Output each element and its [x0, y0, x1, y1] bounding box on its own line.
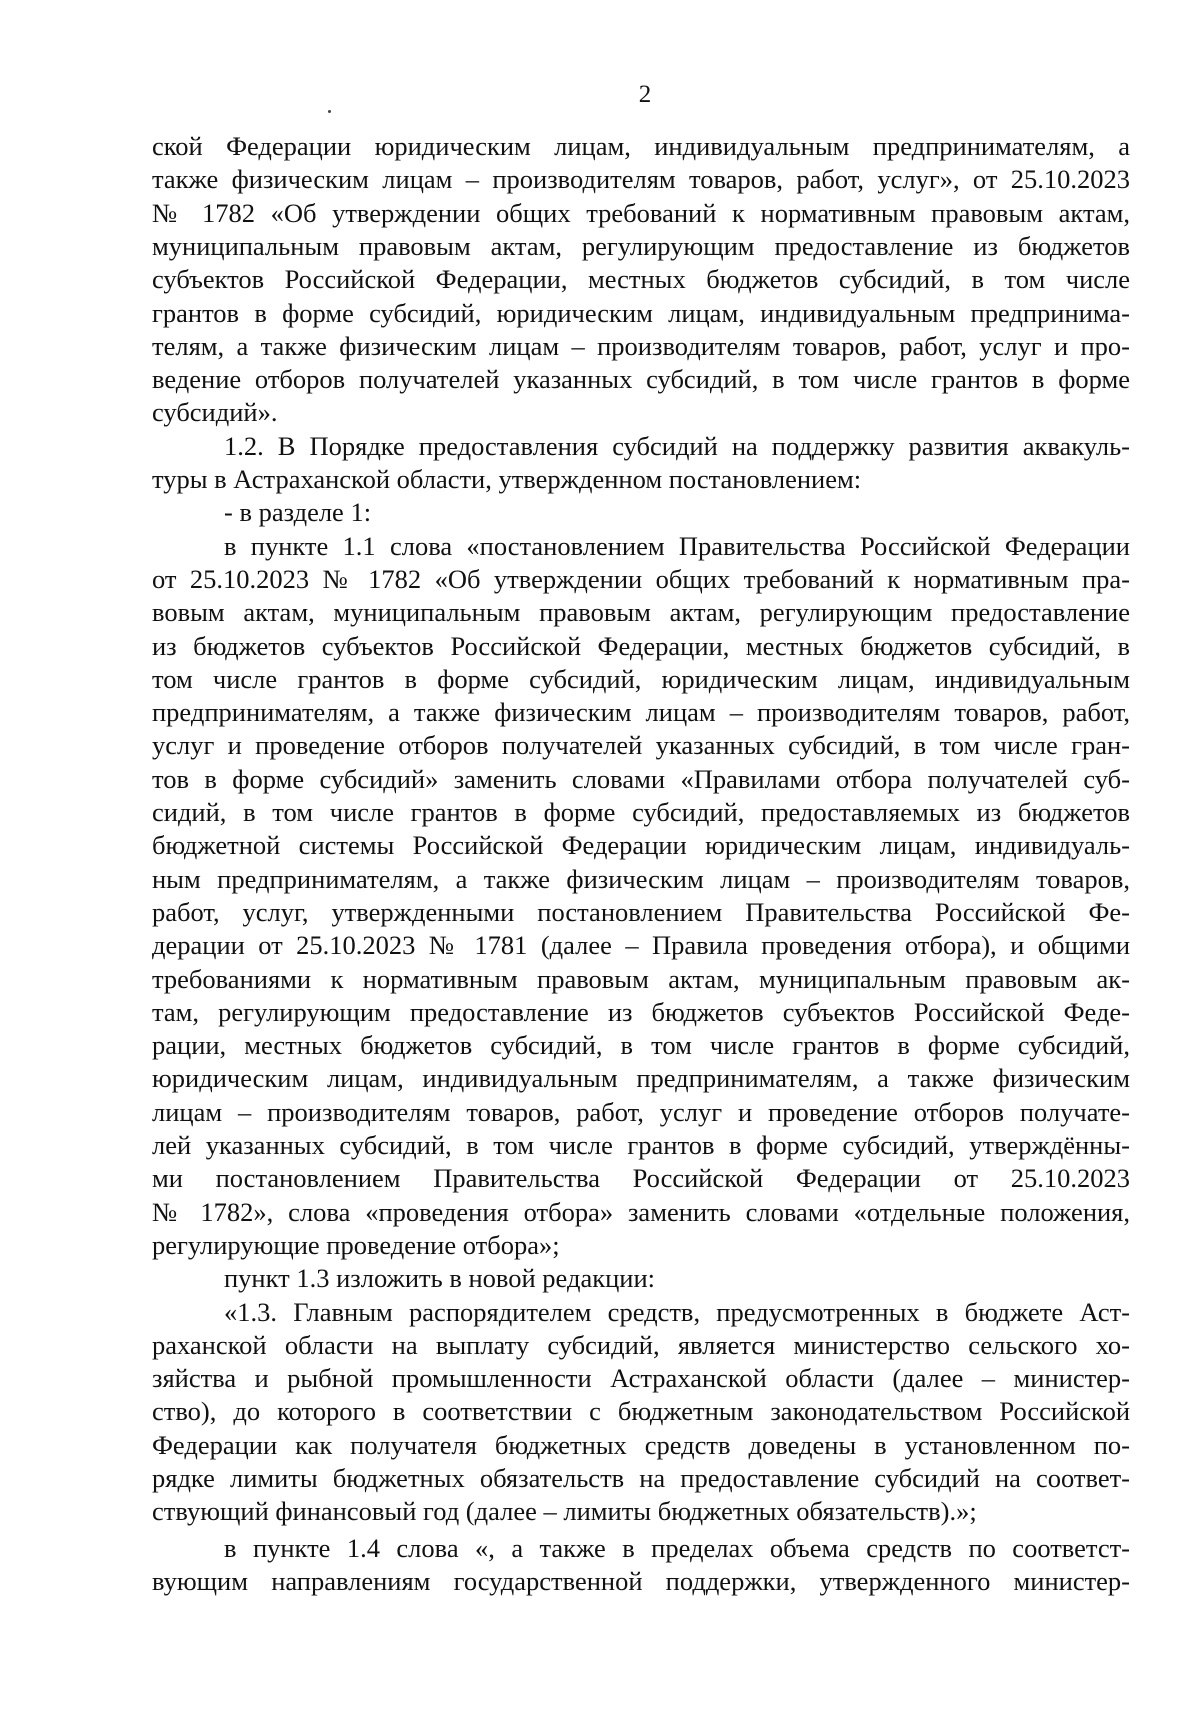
page-number: 2 [638, 81, 652, 108]
text-line: ным предпринимателям, а также физическим лицам – производителям товаров, [152, 863, 1130, 894]
text-line: 1.2. В Порядке предоставления субсидий на поддержку развития аквакуль- [224, 430, 1130, 461]
text-line: вующим направлениям государственной поддержки, утвержденного министер- [152, 1566, 1130, 1597]
text-line: субъектов Российской Федерации, местных бюджетов субсидий, в том числе [152, 264, 1130, 295]
text-line: ской Федерации юридическим лицам, индивидуальным предпринимателям, а [152, 131, 1130, 161]
text-line: предпринимателям, а также физическим лицам – производителям товаров, работ, [152, 697, 1130, 728]
scan-speck [328, 110, 331, 113]
text-line: телям, а также физическим лицам – производителям товаров, работ, услуг и про- [152, 330, 1130, 361]
text-line: субсидий». [152, 397, 278, 428]
text-line: тов в форме субсидий» заменить словами «Правилами отбора получателей суб- [152, 763, 1130, 794]
text-line: ведение отборов получателей указанных субсидий, в том числе грантов в форме [152, 364, 1130, 395]
text-line: № 1782», слова «проведения отбора» заменить словами «отдельные положения, [152, 1196, 1130, 1227]
text-line: бюджетной системы Российской Федерации юридическим лицам, индивидуаль- [152, 830, 1130, 861]
text-line: юридическим лицам, индивидуальным предпринимателям, а также физическим [152, 1063, 1130, 1094]
text-line: грантов в форме субсидий, юридическим лицам, индивидуальным предпринима- [152, 297, 1130, 328]
text-line: в пункте 1.1 слова «постановлением Правительства Российской Федерации [224, 530, 1130, 561]
text-line: лей указанных субсидий, в том числе грантов в форме субсидий, утверждённы- [152, 1130, 1130, 1160]
text-line: в пункте 1.4 слова «, а также в пределах объема средств по соответст- [224, 1533, 1130, 1563]
text-line: ми постановлением Правительства Российской Федерации от 25.10.2023 [152, 1163, 1130, 1194]
text-line: работ, услуг, утвержденными постановлением Правительства Российской Фе- [152, 896, 1130, 927]
text-line: муниципальным правовым актам, регулирующим предоставление из бюджетов [152, 230, 1130, 261]
text-line: пункт 1.3 изложить в новой редакции: [224, 1263, 655, 1294]
text-line: вовым актам, муниципальным правовым актам, регулирующим предоставление [152, 597, 1130, 628]
text-line: зяйства и рыбной промышленности Астраханской области (далее – министер- [152, 1363, 1130, 1394]
text-line: туры в Астраханской области, утвержденном постановлением: [152, 464, 862, 494]
text-line: - в разделе 1: [224, 497, 372, 528]
text-line: там, регулирующим предоставление из бюджетов субъектов Российской Феде- [152, 996, 1130, 1027]
text-line: требованиями к нормативным правовым актам, муниципальным правовым ак- [152, 963, 1130, 994]
text-line: рядке лимиты бюджетных обязательств на предоставление субсидий на соответ- [152, 1463, 1130, 1493]
text-line: от 25.10.2023 № 1782 «Об утверждении общих требований к нормативным пра- [152, 563, 1130, 594]
text-line: регулирующие проведение отбора»; [152, 1229, 560, 1260]
text-line: № 1782 «Об утверждении общих требований к нормативным правовым актам, [152, 197, 1130, 228]
text-line: дерации от 25.10.2023 № 1781 (далее – Правила проведения отбора), и общими [152, 930, 1130, 961]
text-line: «1.3. Главным распорядителем средств, предусмотренных в бюджете Аст- [224, 1296, 1130, 1327]
text-line: также физическим лицам – производителям товаров, работ, услуг», от 25.10.2023 [152, 164, 1130, 195]
text-line: услуг и проведение отборов получателей указанных субсидий, в том числе гран- [152, 730, 1130, 761]
text-line: раханской области на выплату субсидий, является министерство сельского хо- [152, 1329, 1130, 1360]
text-line: из бюджетов субъектов Российской Федерации, местных бюджетов субсидий, в [152, 630, 1130, 661]
text-line: Федерации как получателя бюджетных средств доведены в установленном по- [152, 1429, 1130, 1460]
text-line: ствующий финансовый год (далее – лимиты бюджетных обязательств).»; [152, 1496, 977, 1527]
text-line: рации, местных бюджетов субсидий, в том числе грантов в форме субсидий, [152, 1030, 1130, 1061]
text-line: сидий, в том числе грантов в форме субсидий, предоставляемых из бюджетов [152, 797, 1130, 827]
text-line: том числе грантов в форме субсидий, юридическим лицам, индивидуальным [152, 663, 1130, 694]
text-line: лицам – производителям товаров, работ, услуг и проведение отборов получате- [152, 1096, 1130, 1127]
text-line: ство), до которого в соответствии с бюджетным законодательством Российской [152, 1396, 1130, 1427]
